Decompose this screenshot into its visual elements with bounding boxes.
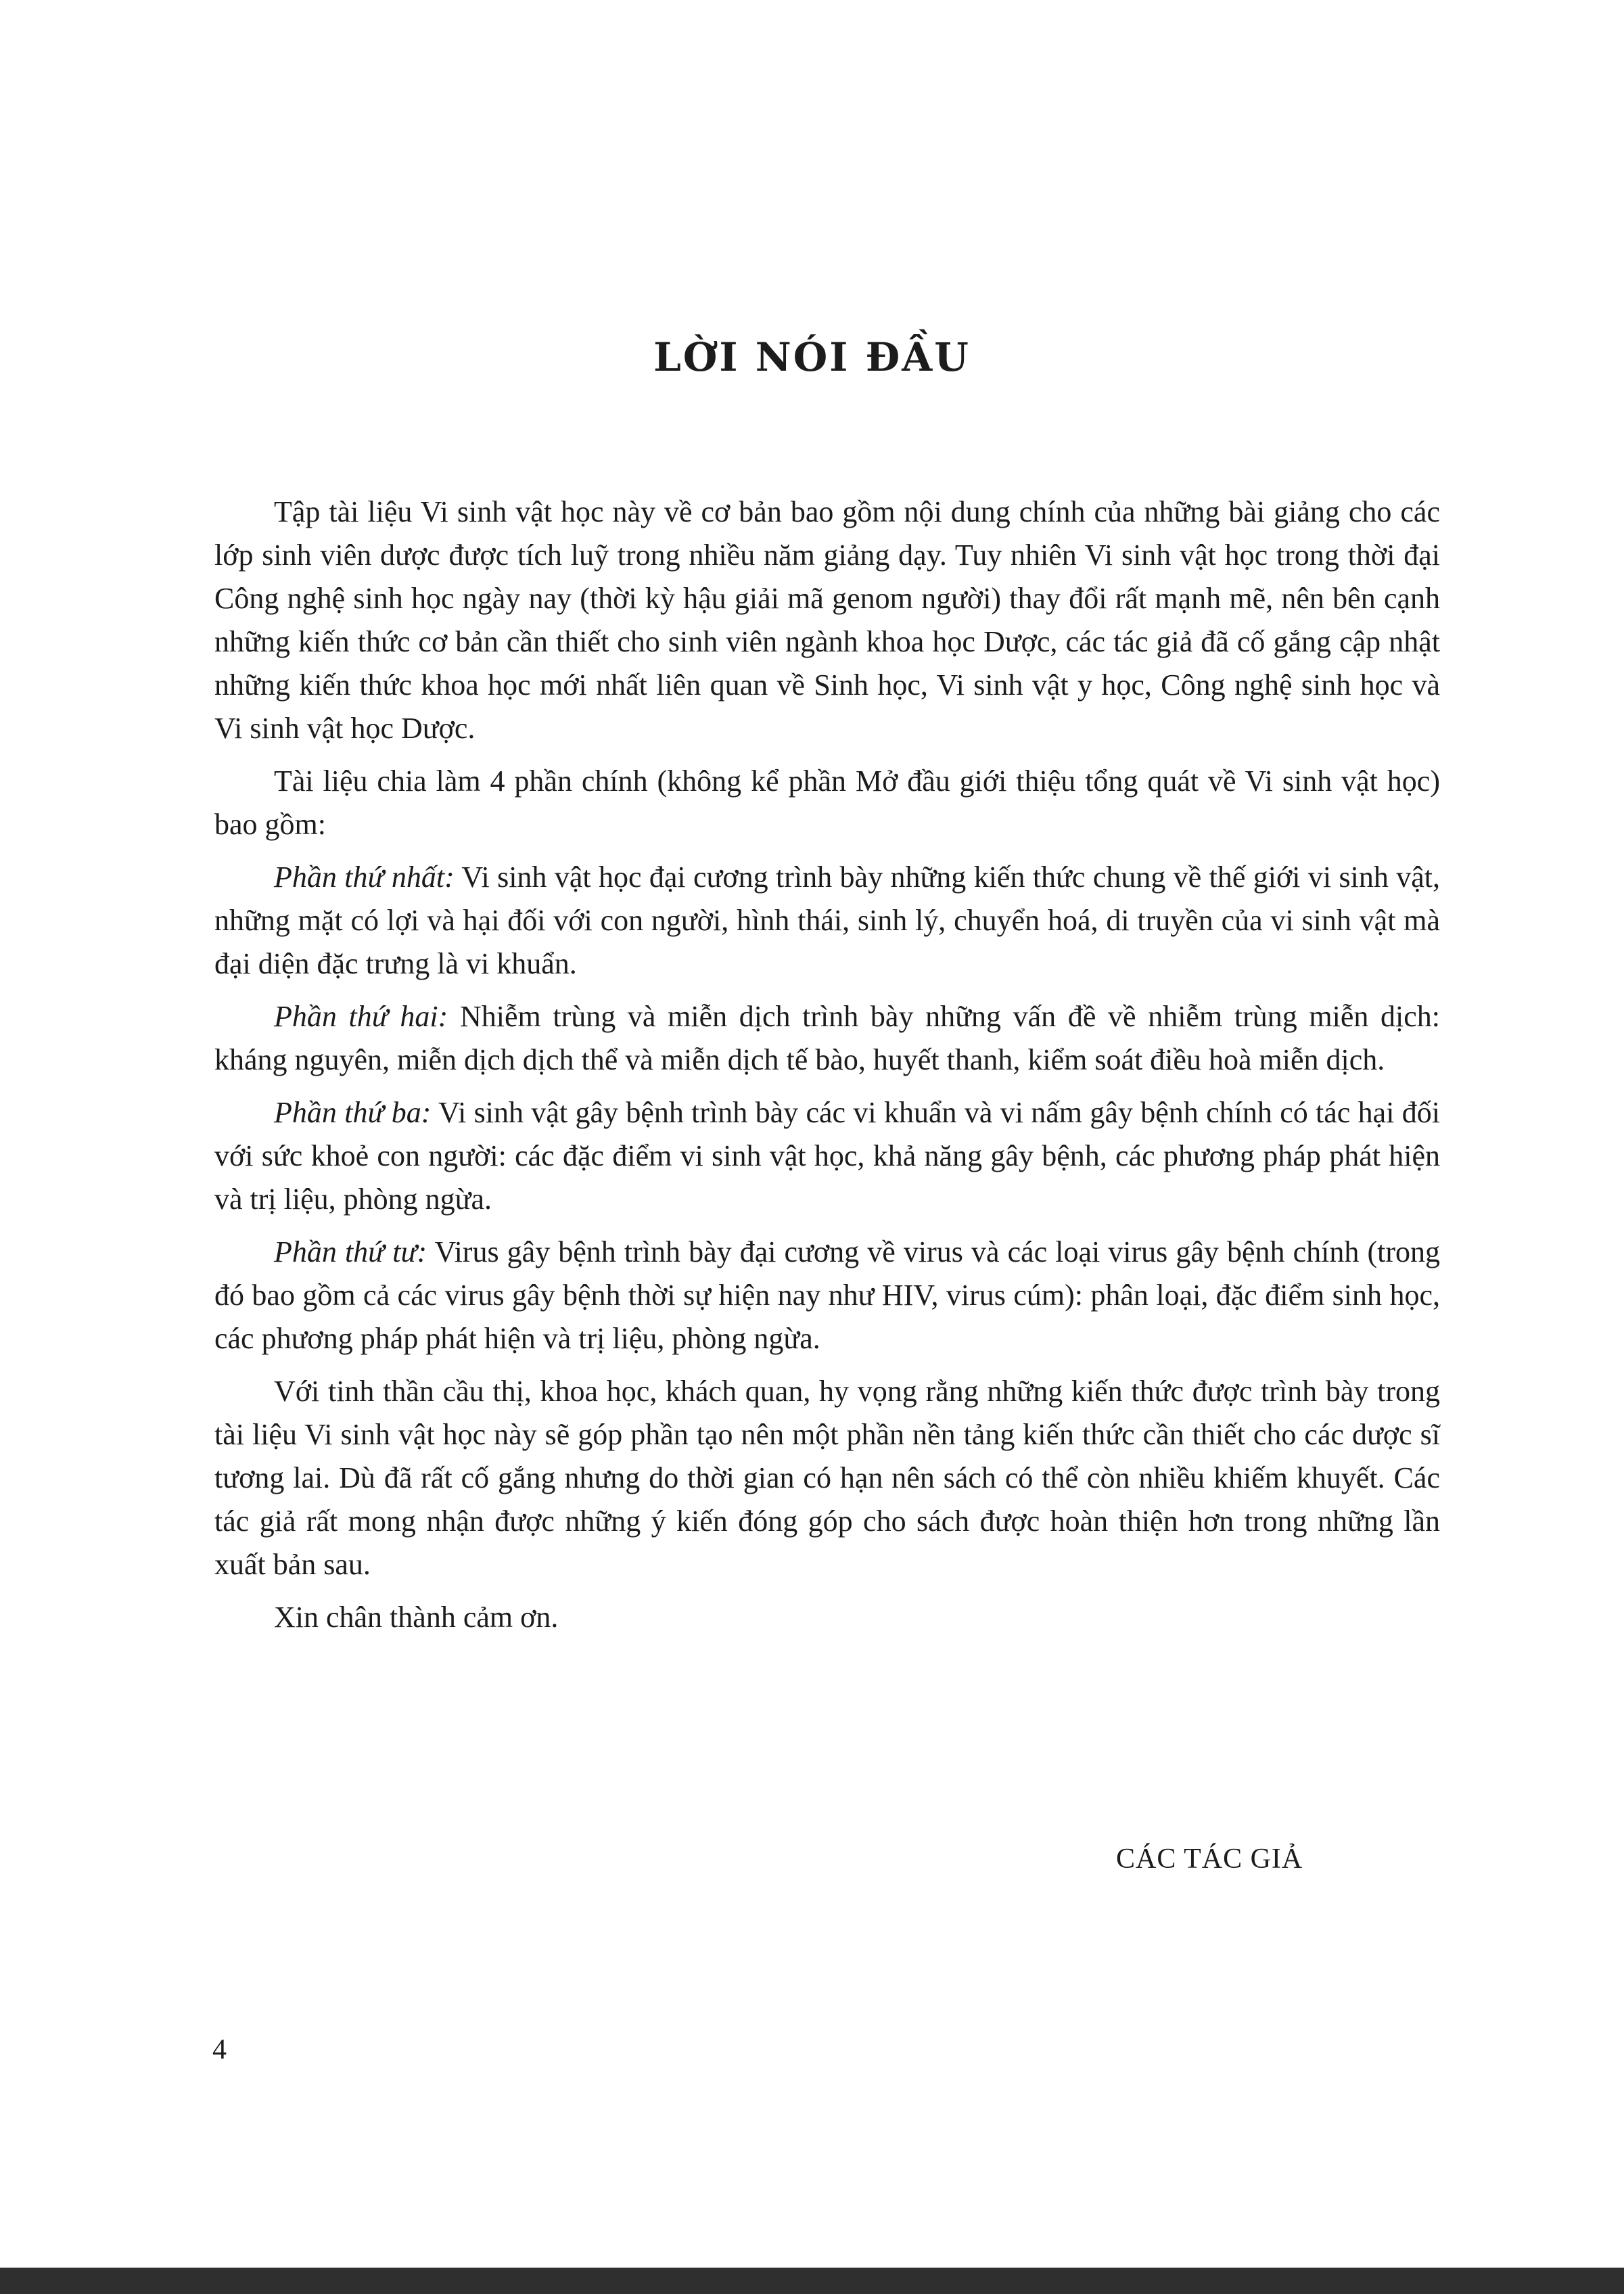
page-number: 4 [212,2034,227,2065]
paragraph-part-4 [214,1231,1440,1360]
part-3-text: Vi sinh vật gây bệnh trình bày các vi khuẩn và vi nấm gây bệnh chính có tác hại đối với sức khoẻ con người: các đặc điểm vi sinh vật học, khả năng gây bệnh, các phương pháp phát hiện và trị liệu, phòng ngừa. [214,1096,1440,1216]
body-text [214,490,1440,1649]
part-4-label: Phần thứ tư: [274,1235,427,1268]
part-3-label: Phần thứ ba: [274,1096,432,1129]
paragraph-part-1 [214,856,1440,986]
scan-edge-divider [0,2268,1624,2294]
part-1-label: Phần thứ nhất: [274,861,455,894]
paragraph-closing: Với tinh thần cầu thị, khoa học, khách quan, hy vọng rằng những kiến thức được trình bày trong tài liệu Vi sinh vật học này sẽ góp phần tạo nên một phần nền tảng kiến thức cần thiết cho các dược sĩ tương lai. Dù đã rất cố gắng nhưng do thời gian có hạn nên sách có thể còn nhiều khiếm khuyết. Các tác giả rất mong nhận được những ý kiến đóng góp cho sách được hoàn thiện hơn trong những lần xuất bản sau. [214,1375,1440,1581]
part-2-label: Phần thứ hai: [274,1000,448,1033]
paragraph-intro: Tập tài liệu Vi sinh vật học này về cơ bản bao gồm nội dung chính của những bài giảng cho các lớp sinh viên dược được tích luỹ trong nhiều năm giảng dạy. Tuy nhiên Vi sinh vật học trong thời đại Công nghệ sinh học ngày nay (thời kỳ hậu giải mã genom người) thay đổi rất mạnh mẽ, nên bên cạnh những kiến thức cơ bản cần thiết cho sinh viên ngành khoa học Dược, các tác giả đã cố gắng cập nhật những kiến thức khoa học mới nhất liên quan về Sinh học, Vi sinh vật y học, Công nghệ sinh học và Vi sinh vật học Dược. [214,495,1440,745]
paragraph-thanks: Xin chân thành cảm ơn. [274,1601,559,1634]
part-1-text: Vi sinh vật học đại cương trình bày những kiến thức chung về thế giới vi sinh vật, những mặt có lợi và hại đối với con người, hình thái, sinh lý, chuyển hoá, di truyền của vi sinh vật mà đại diện đặc trưng là vi khuẩn. [214,861,1440,980]
part-2-text: Nhiễm trùng và miễn dịch trình bày những vấn đề về nhiễm trùng miễn dịch: kháng nguyên, miễn dịch dịch thể và miễn dịch tế bào, huyết thanh, kiểm soát điều hoà miễn dịch. [214,1000,1440,1076]
paragraph-part-3 [214,1091,1440,1221]
part-4-text: Virus gây bệnh trình bày đại cương về virus và các loại virus gây bệnh chính (trong đó bao gồm cả các virus gây bệnh thời sự hiện nay như HIV, virus cúm): phân loại, đặc điểm sinh học, các phương pháp phát hiện và trị liệu, phòng ngừa. [214,1235,1440,1355]
paragraph-part-2 [214,995,1440,1082]
paragraph-structure: Tài liệu chia làm 4 phần chính (không kể phần Mở đầu giới thiệu tổng quát về Vi sinh vật học) bao gồm: [214,764,1440,841]
authors-signature: CÁC TÁC GIẢ [1116,1843,1303,1875]
page-title: LỜI NÓI ĐẦU [653,334,971,380]
